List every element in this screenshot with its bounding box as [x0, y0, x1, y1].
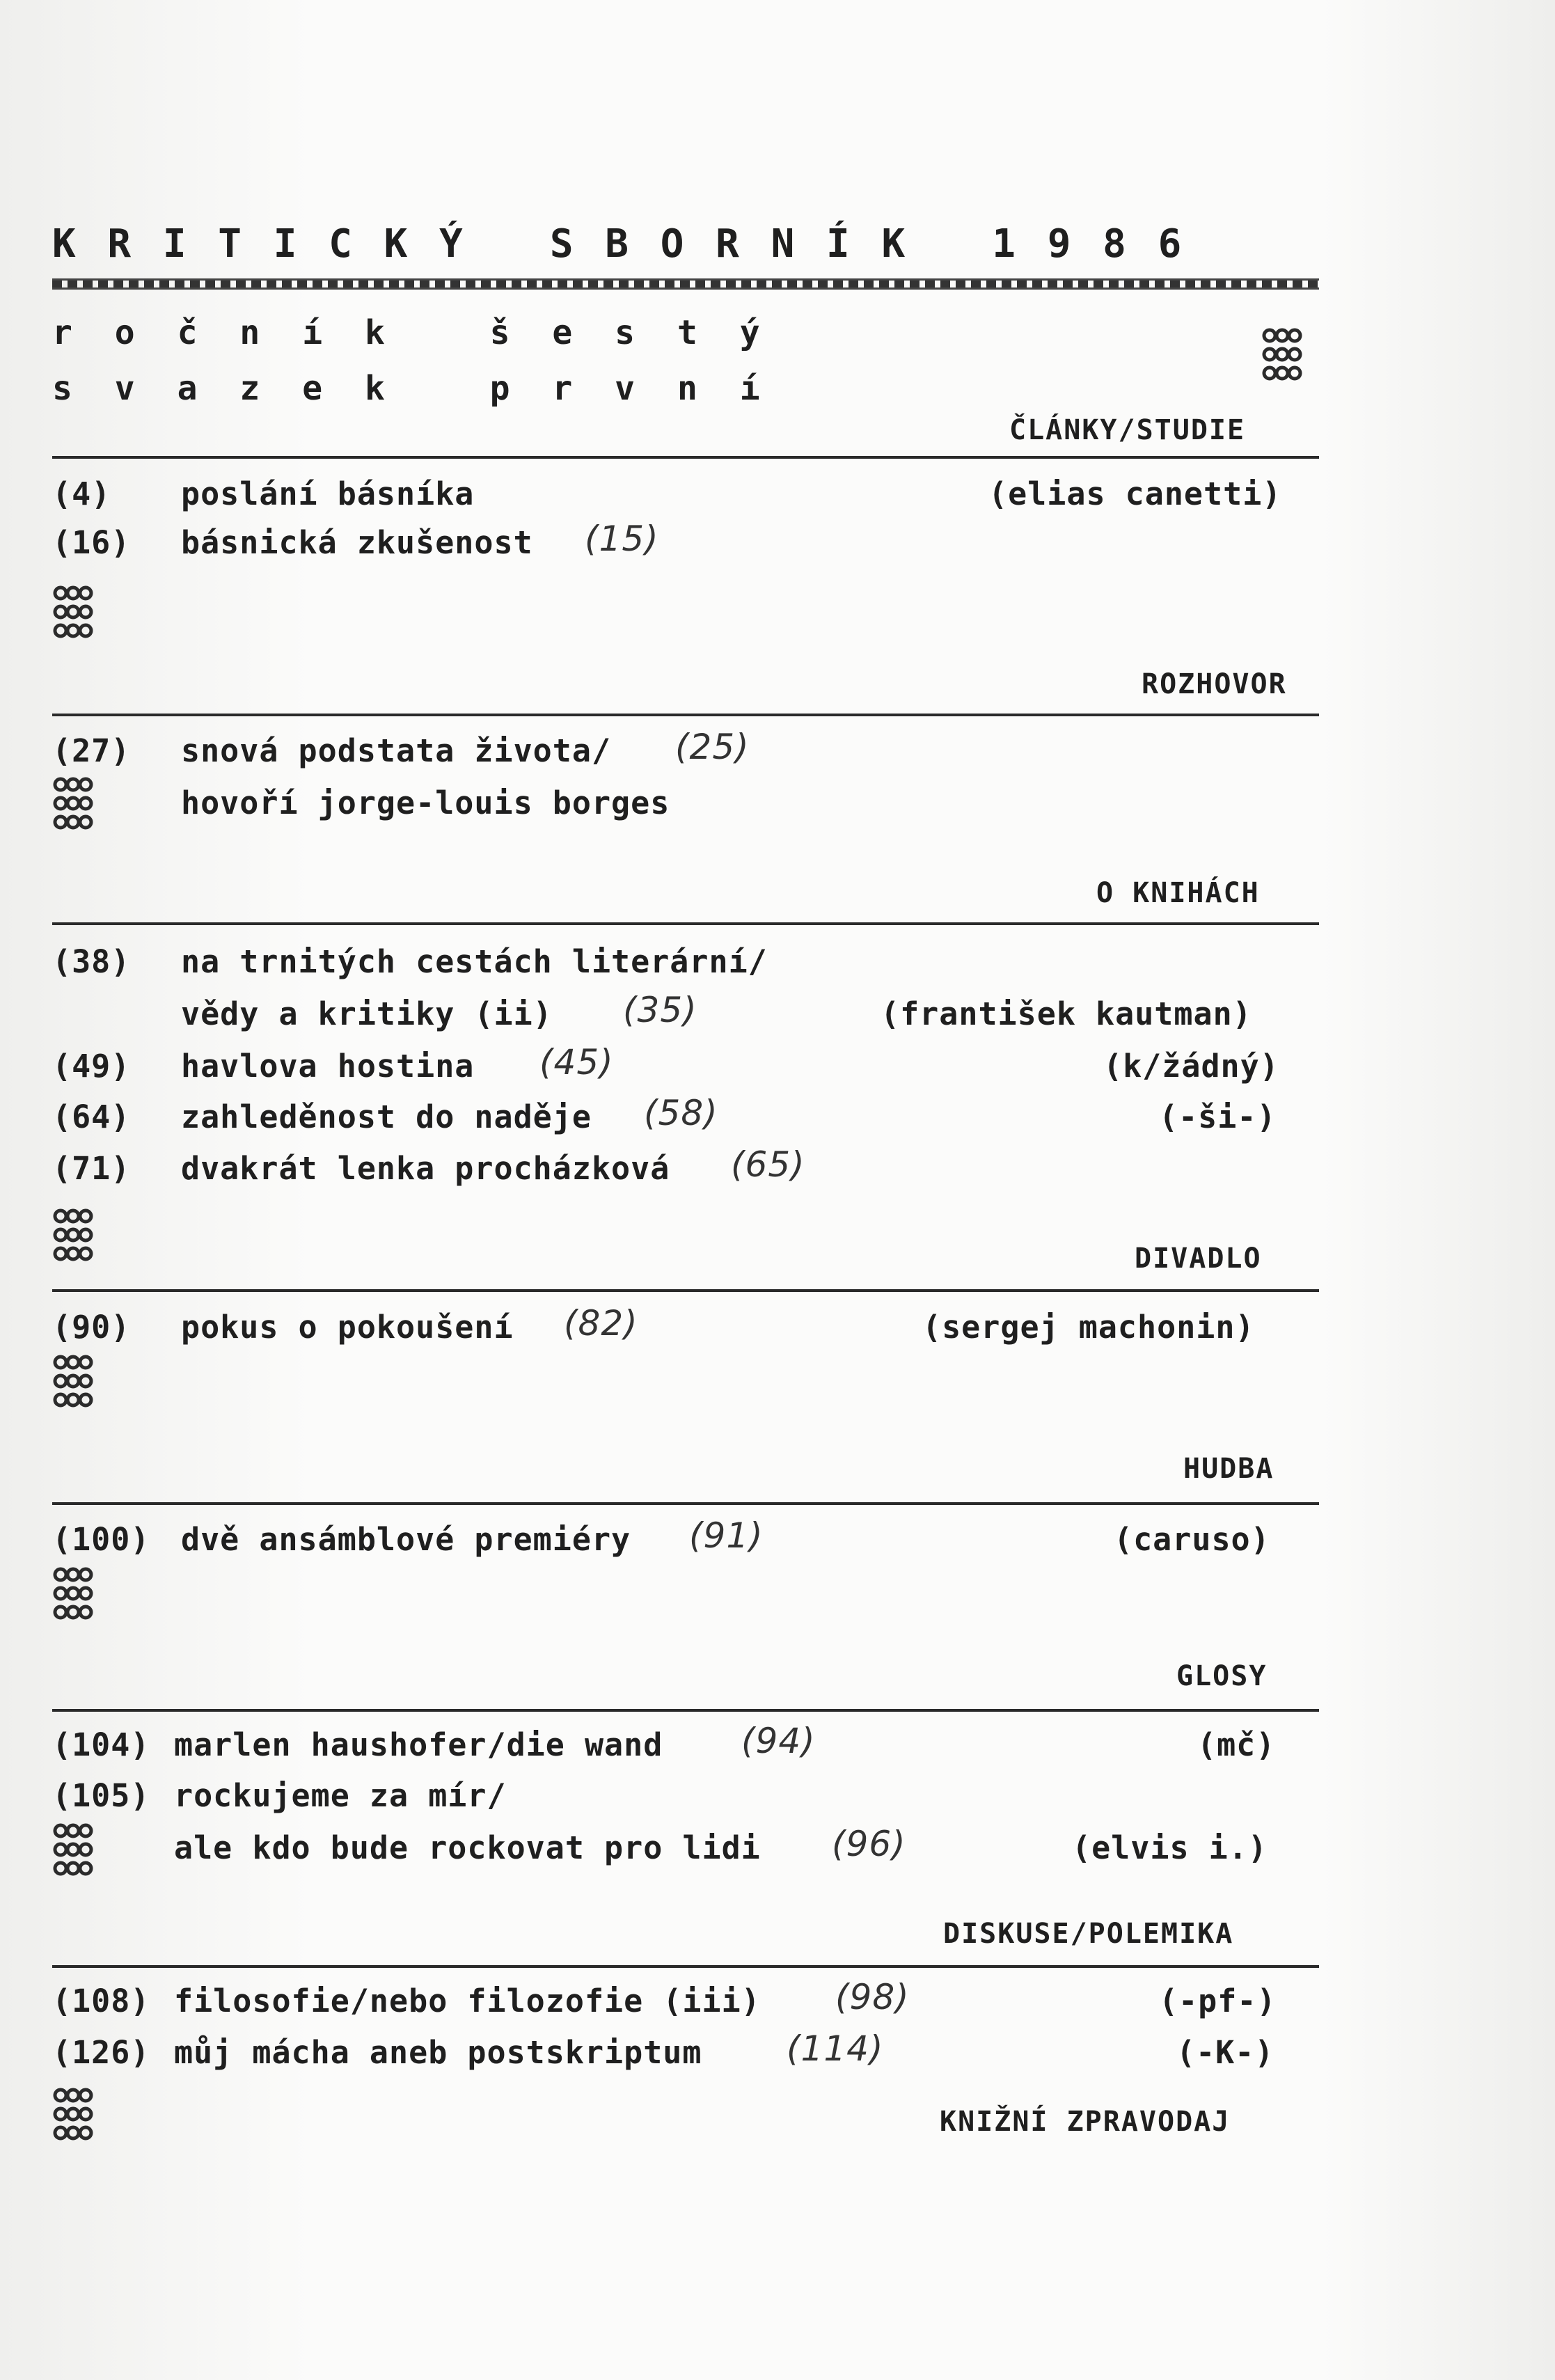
handwritten-page-number: (98): [835, 1977, 910, 2017]
entry-page-number: (71): [52, 1150, 131, 1187]
entry-page-number: (64): [52, 1098, 131, 1135]
ornament-icon: [1261, 327, 1303, 381]
handwritten-page-number: (45): [539, 1042, 614, 1082]
section-rule: [52, 1965, 1319, 1968]
section-heading-interview: ROZHOVOR: [1142, 668, 1287, 700]
entry-title: na trnitých cestách literární/: [181, 943, 768, 980]
handwritten-page-number: (65): [731, 1144, 805, 1185]
entry-page-number: (108): [52, 1983, 150, 2019]
handwritten-page-number: (82): [564, 1303, 638, 1343]
section-rule: [52, 456, 1319, 459]
entry-author: (k/žádný): [1103, 1048, 1279, 1085]
entry-title: dvakrát lenka procházková: [181, 1150, 670, 1187]
entry-author: (sergej machonin): [922, 1309, 1255, 1346]
ornament-icon: [52, 2087, 94, 2141]
entry-page-number: (49): [52, 1048, 131, 1085]
volume-year-label: r o č n í k š e s t ý: [52, 313, 771, 352]
entry-title: snová podstata života/: [181, 732, 612, 769]
entry-page-number: (16): [52, 524, 131, 561]
handwritten-page-number: (91): [689, 1515, 764, 1556]
handwritten-page-number: (58): [644, 1093, 718, 1133]
section-heading-theatre: DIVADLO: [1135, 1243, 1262, 1275]
handwritten-page-number: (114): [787, 2028, 884, 2069]
section-rule: [52, 714, 1319, 716]
section-rule: [52, 1289, 1319, 1292]
section-heading-discussion: DISKUSE/POLEMIKA: [943, 1918, 1234, 1950]
section-heading-music: HUDBA: [1183, 1453, 1274, 1485]
entry-page-number: (4): [52, 475, 111, 512]
entry-page-number: (100): [52, 1521, 150, 1558]
entry-title: dvě ansámblové premiéry: [181, 1521, 631, 1558]
entry-title: marlen haushofer/die wand: [174, 1726, 663, 1763]
entry-title: havlova hostina: [181, 1048, 475, 1085]
entry-title: poslání básníka: [181, 475, 475, 512]
ornament-icon: [52, 1208, 94, 1262]
handwritten-page-number: (35): [623, 990, 697, 1030]
section-rule: [52, 1709, 1319, 1712]
entry-author: (mč): [1197, 1726, 1276, 1763]
entry-page-number: (38): [52, 943, 131, 980]
section-heading-book-news: KNIŽNÍ ZPRAVODAJ: [940, 2106, 1231, 2138]
section-heading-articles: ČLÁNKY/STUDIE: [1009, 414, 1246, 446]
entry-title: pokus o pokoušení: [181, 1309, 514, 1346]
entry-title: ale kdo bude rockovat pro lidi: [174, 1829, 761, 1866]
handwritten-page-number: (25): [675, 727, 750, 767]
entry-title: můj mácha aneb postskriptum: [174, 2034, 702, 2071]
entry-page-number: (126): [52, 2034, 150, 2071]
section-rule: [52, 1502, 1319, 1505]
entry-author: (elias canetti): [988, 475, 1282, 512]
entry-page-number: (27): [52, 732, 131, 769]
handwritten-page-number: (96): [832, 1824, 906, 1864]
entry-title: filosofie/nebo filozofie (iii): [174, 1983, 761, 2019]
entry-author: (caruso): [1114, 1521, 1270, 1558]
ornament-icon: [52, 776, 94, 830]
entry-author: (-pf-): [1159, 1983, 1277, 2019]
ornament-icon: [52, 1822, 94, 1877]
entry-title: zahleděnost do naděje: [181, 1098, 592, 1135]
handwritten-page-number: (94): [741, 1721, 816, 1761]
title-underline: [52, 278, 1319, 290]
entry-page-number: (90): [52, 1309, 131, 1346]
document-title: K R I T I C K Ý S B O R N Í K 1 9 8 6: [52, 221, 1186, 267]
ornament-icon: [52, 585, 94, 639]
ornament-icon: [52, 1354, 94, 1408]
entry-title: rockujeme za mír/: [174, 1777, 507, 1814]
entry-title: vědy a kritiky (ii): [181, 995, 553, 1032]
entry-author: (-ši-): [1159, 1098, 1277, 1135]
handwritten-page-number: (15): [585, 519, 659, 559]
ornament-icon: [52, 1566, 94, 1621]
section-heading-glosses: GLOSY: [1176, 1660, 1268, 1692]
entry-title: básnická zkušenost: [181, 524, 533, 561]
section-rule: [52, 922, 1319, 925]
entry-title: hovoří jorge-louis borges: [181, 785, 670, 821]
entry-author: (-K-): [1176, 2034, 1274, 2071]
section-heading-books: O KNIHÁCH: [1096, 877, 1260, 909]
entry-author: (františek kautman): [881, 995, 1252, 1032]
entry-author: (elvis i.): [1072, 1829, 1268, 1866]
volume-issue-label: s v a z e k p r v n í: [52, 369, 771, 408]
entry-page-number: (105): [52, 1777, 150, 1814]
entry-page-number: (104): [52, 1726, 150, 1763]
